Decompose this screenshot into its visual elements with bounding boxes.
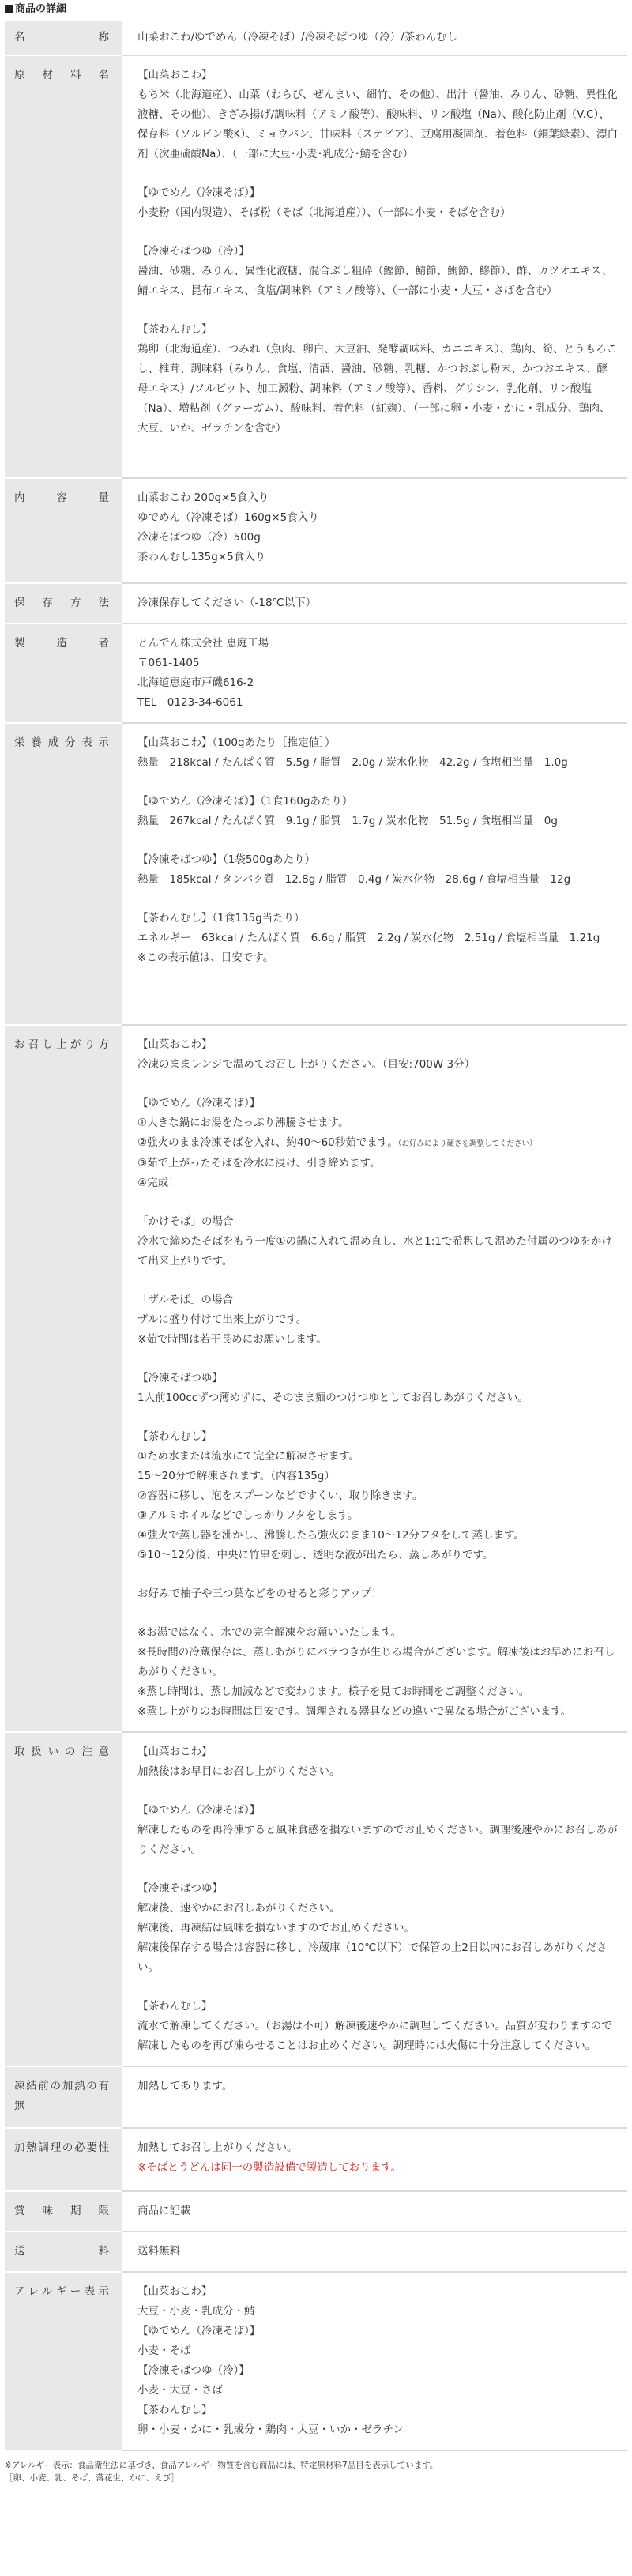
serving-okowa: 【山菜おこわ】 冷凍のままレンジで温めてお召し上がりください。（目安:700W 3分） [137, 1038, 476, 1071]
row-ingredients [5, 55, 627, 478]
label-name: 名称 [5, 21, 122, 55]
serving-soba: 【ゆでめん（冷凍そば）】 ①大きな鍋にお湯をたっぷり沸騰させます。 ②強火のまま冷凍そばを入れ、約40～60秒茹でます。（お好みにより硬さを調整してください） ③茹で上がったそばを冷水に浸け、引き締めます。 ④完成！ [137, 1097, 537, 1189]
handling-okowa: 【山菜おこわ】 加熱後はお早目にお召し上がりください。 [137, 1746, 340, 1778]
boil-note: （お好みにより硬さを調整してください） [397, 1139, 537, 1148]
row-heating-required [5, 2128, 627, 2191]
value-nutrition [122, 723, 627, 1025]
label-ingredients: 原材料名 [5, 55, 122, 478]
allergy-footnote: ※アレルギー表示：食品衛生法に基づき、食品アレルギー物質を含む商品には、特定原材料7品目を表示しています。 ［卵、小麦、乳、そば、落花生、かに、えび］ [5, 2461, 438, 2483]
label-manufacturer: 製造者 [5, 623, 122, 723]
row-contents [5, 478, 627, 583]
row-best-before [5, 2191, 627, 2231]
handling-soba: 【ゆでめん（冷凍そば）】 解凍したものを再冷凍すると風味食感を損ないますのでお止めください。調理後速やかにお召しあがりください。 [137, 1804, 618, 1856]
value-contents: 山菜おこわ 200g×5食入り ゆでめん（冷凍そば）160g×5食入り 冷凍そばつゆ（冷）500g 茶わんむし135g×5食入り [122, 478, 627, 583]
facility-warning: ※そばとうどんは同一の製造設備で製造しております。 [137, 2161, 402, 2174]
row-allergy [5, 2272, 627, 2450]
value-manufacturer: とんでん株式会社 恵庭工場 〒061-1405 北海道恵庭市戸磯616-2 TEL 0123-34-6061 [122, 623, 627, 723]
serving-notes: ※お湯ではなく、水での完全解凍をお願いいたします。 ※長時間の冷蔵保存は、蒸しあがりにバラつきが生じる場合がございます。解凍後はお早めにお召しあがりください。 ※蒸し時間は、蒸し加減などで変わります。様子を見てお時間をご調整ください。 ※蒸し上がりのお時間は目安です。調理される器具などの違いで異なる場合がございます。 [137, 1626, 615, 1718]
label-serving: お召し上がり方 [5, 1025, 122, 1732]
ingredients-okowa: 【山菜おこわ】 もち米（北海道産）、山菜（わらび、ぜんまい、細竹、その他）、出汁（醤油、みりん、砂糖、異性化液糖、その他）、きざみ揚げ/調味料（アミノ酸等）、酸味料、リン酸塩（Na）、酸化防止剤（V.C）、保存料（ソルビン酸K）、ミョウバン、甘味料（ステビア）、豆腐用凝固剤、着色料（銅葉緑素）、漂白剤（次亜硫酸Na）、（一部に大豆･小麦･乳成分･鯖を含む） [137, 69, 618, 160]
ingredients-tsuyu: 【冷凍そばつゆ（冷）】 醤油、砂糖、みりん、異性化液糖、混合ぶし粗砕（鰹節、鯖節、鰯節、鰺節）、酢、カツオエキス、鯖エキス、昆布エキス、食塩/調味料（アミノ酸等）、（一部に小麦・大豆・さばを含む） [137, 245, 613, 297]
serving-chawanmushi: 【茶わんむし】 ①ため水または流水にて完全に解凍させます。 15～20分で解凍されます。（内容135g） ②容器に移し、泡をスプーンなどですくい、取り除きます。 ③アルミホイルなどでしっかりフタをします。 ④強火で蒸し器を沸かし、沸騰したら強火のまま10～12分フタをして蒸します。 ⑤10～12分後、中央に竹串を刺し、透明な液が出たら、蒸しあがりです。 [137, 1430, 525, 1561]
nutrition-note: ※この表示値は、目安です。 [137, 951, 274, 964]
row-pre-freeze-heating [5, 2066, 627, 2128]
nutrition-okowa: 【山菜おこわ】（100gあたり［推定値］） 熱量 218kcal / たんぱく質 5.5g / 脂質 2.0g / 炭水化物 42.2g / 食塩相当量 1.0g [137, 736, 568, 769]
label-storage: 保存方法 [5, 583, 122, 623]
label-pre-freeze-heating: 凍結前の加熱の有無 [5, 2066, 122, 2128]
value-storage: 冷凍保存してください（-18℃以下） [122, 583, 627, 623]
value-name: 山菜おこわ/ゆでめん（冷凍そば）/冷凍そばつゆ（冷）/茶わんむし [122, 21, 627, 55]
nutrition-chawanmushi: 【茶わんむし】（1食135g当たり） エネルギー 63kcal / たんぱく質 6.6g / 脂質 2.2g / 炭水化物 2.51g / 食塩相当量 1.21g ※この表示値は、目安です。 [137, 909, 618, 968]
nutrition-soba: 【ゆでめん（冷凍そば）】（1食160gあたり） 熱量 267kcal / たんぱく質 9.1g / 脂質 1.7g / 炭水化物 51.5g / 食塩相当量 0g [137, 795, 558, 827]
value-heating-required: 加熱してお召し上がりください。 ※そばとうどんは同一の製造設備で製造しております。 [122, 2128, 627, 2191]
serving-zarusoba: 「ザルそば」の場合 ザルに盛り付けて出来上がりです。 ※茹で時間は若干長めにお願いします。 [137, 1294, 327, 1346]
label-best-before: 賞味期限 [5, 2191, 122, 2231]
value-handling [122, 1732, 627, 2066]
value-ingredients [122, 55, 627, 478]
row-nutrition [5, 723, 627, 1025]
row-shipping [5, 2231, 627, 2272]
label-handling: 取扱いの注意 [5, 1732, 122, 2066]
ingredients-soba: 【ゆでめん（冷凍そば）】 小麦粉（国内製造）、そば粉（そば（北海道産））、（一部に小麦・そばを含む） [137, 186, 511, 219]
row-manufacturer [5, 623, 627, 723]
label-contents: 内容量 [5, 478, 122, 583]
label-heating-required: 加熱調理の必要性 [5, 2128, 122, 2191]
serving-tsuyu: 【冷凍そばつゆ】 1人前100ccずつ薄めずに、そのまま麺のつけつゆとしてお召しあがりください。 [137, 1372, 529, 1404]
serving-kakesoba: 「かけそば」の場合 冷水で締めたそばをもう一度①の鍋に入れて温め直し、水と1:1で希釈して温めた付属のつゆをかけて出来上がりです。 [137, 1215, 612, 1267]
product-spec-table [5, 21, 627, 2451]
row-serving [5, 1025, 627, 1732]
value-shipping: 送料無料 [122, 2231, 627, 2272]
row-storage [5, 583, 627, 623]
label-shipping: 送料 [5, 2231, 122, 2272]
ingredients-chawanmushi: 【茶わんむし】 鶏卵（北海道産）、つみれ（魚肉、卵白、大豆油、発酵調味料、カニエキス）、鶏肉、筍、とうもろこし、椎茸、調味料（みりん、食塩、清酒、醤油、砂糖、乳糖、かつおぶし粉末、かつおエキス、酵母エキス）/ソルビット、加工澱粉、調味料（アミノ酸等）、香料、グリシン、乳化剤、リン酸塩（Na）、増粘剤（グァーガム）、酸味料、着色料（紅麹）、（一部に卵・小麦・かに・乳成分、鶏肉、大豆、いか、ゼラチンを含む） [137, 323, 618, 435]
row-handling [5, 1732, 627, 2066]
handling-chawanmushi: 【茶わんむし】 流水で解凍してください。（お湯は不可）解凍後速やかに調理してください。品質が変わりますので解凍したものを再び凍らせることはお止めください。調理時には火傷に十分注意してください。 [137, 2000, 612, 2052]
nutrition-tsuyu: 【冷凍そばつゆ】（1袋500gあたり） 熱量 185kcal / タンパク質 12.8g / 脂質 0.4g / 炭水化物 28.6g / 食塩相当量 12g [137, 853, 571, 886]
label-allergy: アレルギー表示 [5, 2272, 122, 2450]
value-pre-freeze-heating: 加熱してあります。 [122, 2066, 627, 2128]
row-name [5, 21, 627, 55]
section-title: 商品の詳細 [0, 0, 632, 21]
serving-garnish: お好みで柚子や三つ葉などをのせると彩りアップ！ [137, 1587, 382, 1600]
value-best-before: 商品に記載 [122, 2191, 627, 2231]
label-nutrition: 栄養成分表示 [5, 723, 122, 1025]
value-serving [122, 1025, 627, 1732]
handling-tsuyu: 【冷凍そばつゆ】 解凍後、速やかにお召しあがりください。 解凍後、再凍結は風味を損ないますのでお止めください。 解凍後保存する場合は容器に移し、冷蔵庫（10℃以下）で保管の上2日以内にお召しあがりください。 [137, 1882, 608, 1974]
square-bullet-icon [5, 5, 13, 13]
value-allergy: 【山菜おこわ】 大豆・小麦・乳成分・鯖 【ゆでめん（冷凍そば）】 小麦・そば 【冷凍そばつゆ（冷）】 小麦・大豆・さば 【茶わんむし】 卵・小麦・かに・乳成分・鶏肉・大豆・いか・ゼラチン [122, 2272, 627, 2450]
